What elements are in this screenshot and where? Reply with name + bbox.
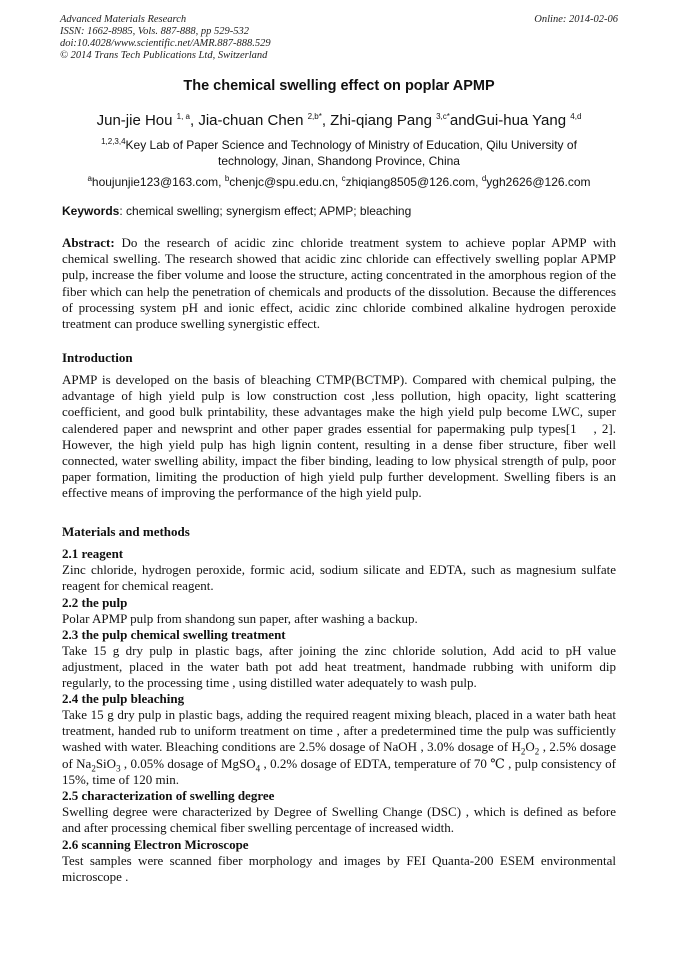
email-sep: , [334,175,342,189]
paper-title: The chemical swelling effect on poplar APMP [183,78,495,94]
subsection-heading: 2.6 scanning Electron Microscope [62,837,249,852]
author-sep: and [449,112,475,129]
affiliation [80,137,598,169]
author-sep: , [190,112,199,129]
journal-name: Advanced Materials Research [60,14,187,25]
section-heading-introduction: Introduction [62,350,133,365]
abstract [62,235,616,332]
subsection-text: Take 15 g dry pulp in plastic bags, after joining the zinc chloride solution, Add acid to pH value adjustment, placed in the water bath pot add heat treatment, handmade rubbing with uniform dip regularly, to the processing time , using distilled water adequately to wash pulp. [62,643,616,691]
subsection-text: Swelling degree were characterized by Degree of Swelling Change (DSC) , which is defined as before and after processing chemical fiber swelling percentage of increased width. [62,804,616,836]
email-sup: b [224,174,230,183]
subsection-heading: 2.4 the pulp bleaching [62,691,185,706]
email-sup: a [87,174,92,183]
subscript: 2 [534,747,540,757]
abstract-text: Do the research of acidic zinc chloride treatment system to achieve poplar APMP with chemical swelling. The research showed that acidic zinc chloride can effectively swelling poplar APMP pulp, increase the fiber volume and loose the structure, acting concentrated in the amorphous region of the fiber which can help the penetration of chemicals and products of the dissolution. Because the differences of processing system pH and ionic effect, acidic zinc chloride combined alkaline hydrogen peroxide treatment can produce swelling synergistic effect. [62,235,616,332]
author-list [0,112,678,129]
subsection-text: Zinc chloride, hydrogen peroxide, formic acid, sodium silicate and EDTA, such as magnesium sulfate reagent for chemical reagent. [62,562,616,594]
s24-text: , 0.05% dosage of MgSO [120,755,256,771]
author-name: Jun-jie Hou [96,112,173,129]
email-address[interactable]: zhiqiang8505@126.com [345,175,476,189]
affiliation-sup: 1,2,3,4 [101,137,126,146]
email-address[interactable]: ygh2626@126.com [486,175,591,189]
introduction-text: APMP is developed on the basis of bleaching CTMP(BCTMP). Compared with chemical pulping, the advantage of high yield pulp is low construction cost ,less pollution, high opacity, light scattering coefficient, and good bulk printability, these advantages make the high yield pulp become LWC, super calendered paper and newsprint and other paper grades essential for papermaking pulp types[1 , 2]. However, the high yield pulp has high lignin content, resulting in a dense fiber structure, fiber well connected, water swelling ability, impact the fiber binding, leading to low physical strength of pulp, poor paper formation, limiting the production of high yield pulp further development. Swelling fibers is an effective means of improving the performance of the high yield pulp. [62,372,616,501]
affiliation-text: Key Lab of Paper Science and Technology of Ministry of Education, Qilu University of technology, Jinan, Shandong Province, China [125,138,577,168]
subscript: 3 [116,763,121,774]
s24-text: Take 15 g dry pulp in plastic bags, adding the required reagent mixing bleach, placed in a water bath heat treatment, handed rub to uniform treatment on time , after a predetermined time the pulp was sufficiently washed with water. Bleaching conditions are 2.5% dosage of NaOH , 3.0% dosage of H [62,707,616,755]
author-sep: , [321,112,331,129]
s24-text: , 0.2% dosage of EDTA, temperature of 70 ℃ , pulp consistency of 15%, time of 120 min. [62,755,616,787]
subscript: 2 [91,763,96,774]
author-name: Jia-chuan Chen [198,112,304,129]
subsection-heading: 2.2 the pulp [62,595,128,610]
s24-text: SiO [95,755,117,771]
abstract-label: Abstract: [62,235,115,250]
author-sup: 2,b* [307,112,322,121]
subsection-text [62,707,616,788]
subscript: 2 [520,747,526,757]
issn-line: ISSN: 1662-8985, Vols. 887-888, pp 529-532 [60,26,249,37]
email-address[interactable]: houjunjie123@163.com [91,175,219,189]
s24-text: O [525,739,535,755]
keywords-label: Keywords [62,204,120,218]
email-list [40,175,638,189]
keywords-text: : chemical swelling; synergism effect; APMP; bleaching [119,204,412,218]
email-address[interactable]: chenjc@spu.edu.cn [229,175,335,189]
author-sup: 1, a [176,112,190,121]
subsection-text: Polar APMP pulp from shandong sun paper, after washing a backup. [62,611,418,626]
subsection-heading: 2.1 reagent [62,546,124,561]
author-sup: 3,c* [436,112,450,121]
author-name: Zhi-qiang Pang [330,112,432,129]
online-date: Online: 2014-02-06 [534,14,618,25]
s24-text: , 2.5% dosage of Na [62,739,616,771]
subsection-heading: 2.5 characterization of swelling degree [62,788,275,803]
subsection-heading: 2.3 the pulp chemical swelling treatment [62,627,286,642]
section-heading-methods: Materials and methods [62,524,190,539]
email-sup: c [341,174,346,183]
email-sep: , [218,175,225,189]
copyright-line: © 2014 Trans Tech Publications Ltd, Switzerland [60,50,268,61]
email-sup: d [481,174,487,183]
author-sup: 4,d [570,112,582,121]
journal-header [60,14,618,62]
subscript: 4 [255,763,261,774]
doi-line: doi:10.4028/www.scientific.net/AMR.887-888.529 [60,38,271,49]
email-sep: , [475,175,482,189]
keywords [62,204,618,218]
author-name: Gui-hua Yang [474,112,567,129]
subsection-text: Test samples were scanned fiber morphology and images by FEI Quanta-200 ESEM environmental microscope . [62,853,616,885]
